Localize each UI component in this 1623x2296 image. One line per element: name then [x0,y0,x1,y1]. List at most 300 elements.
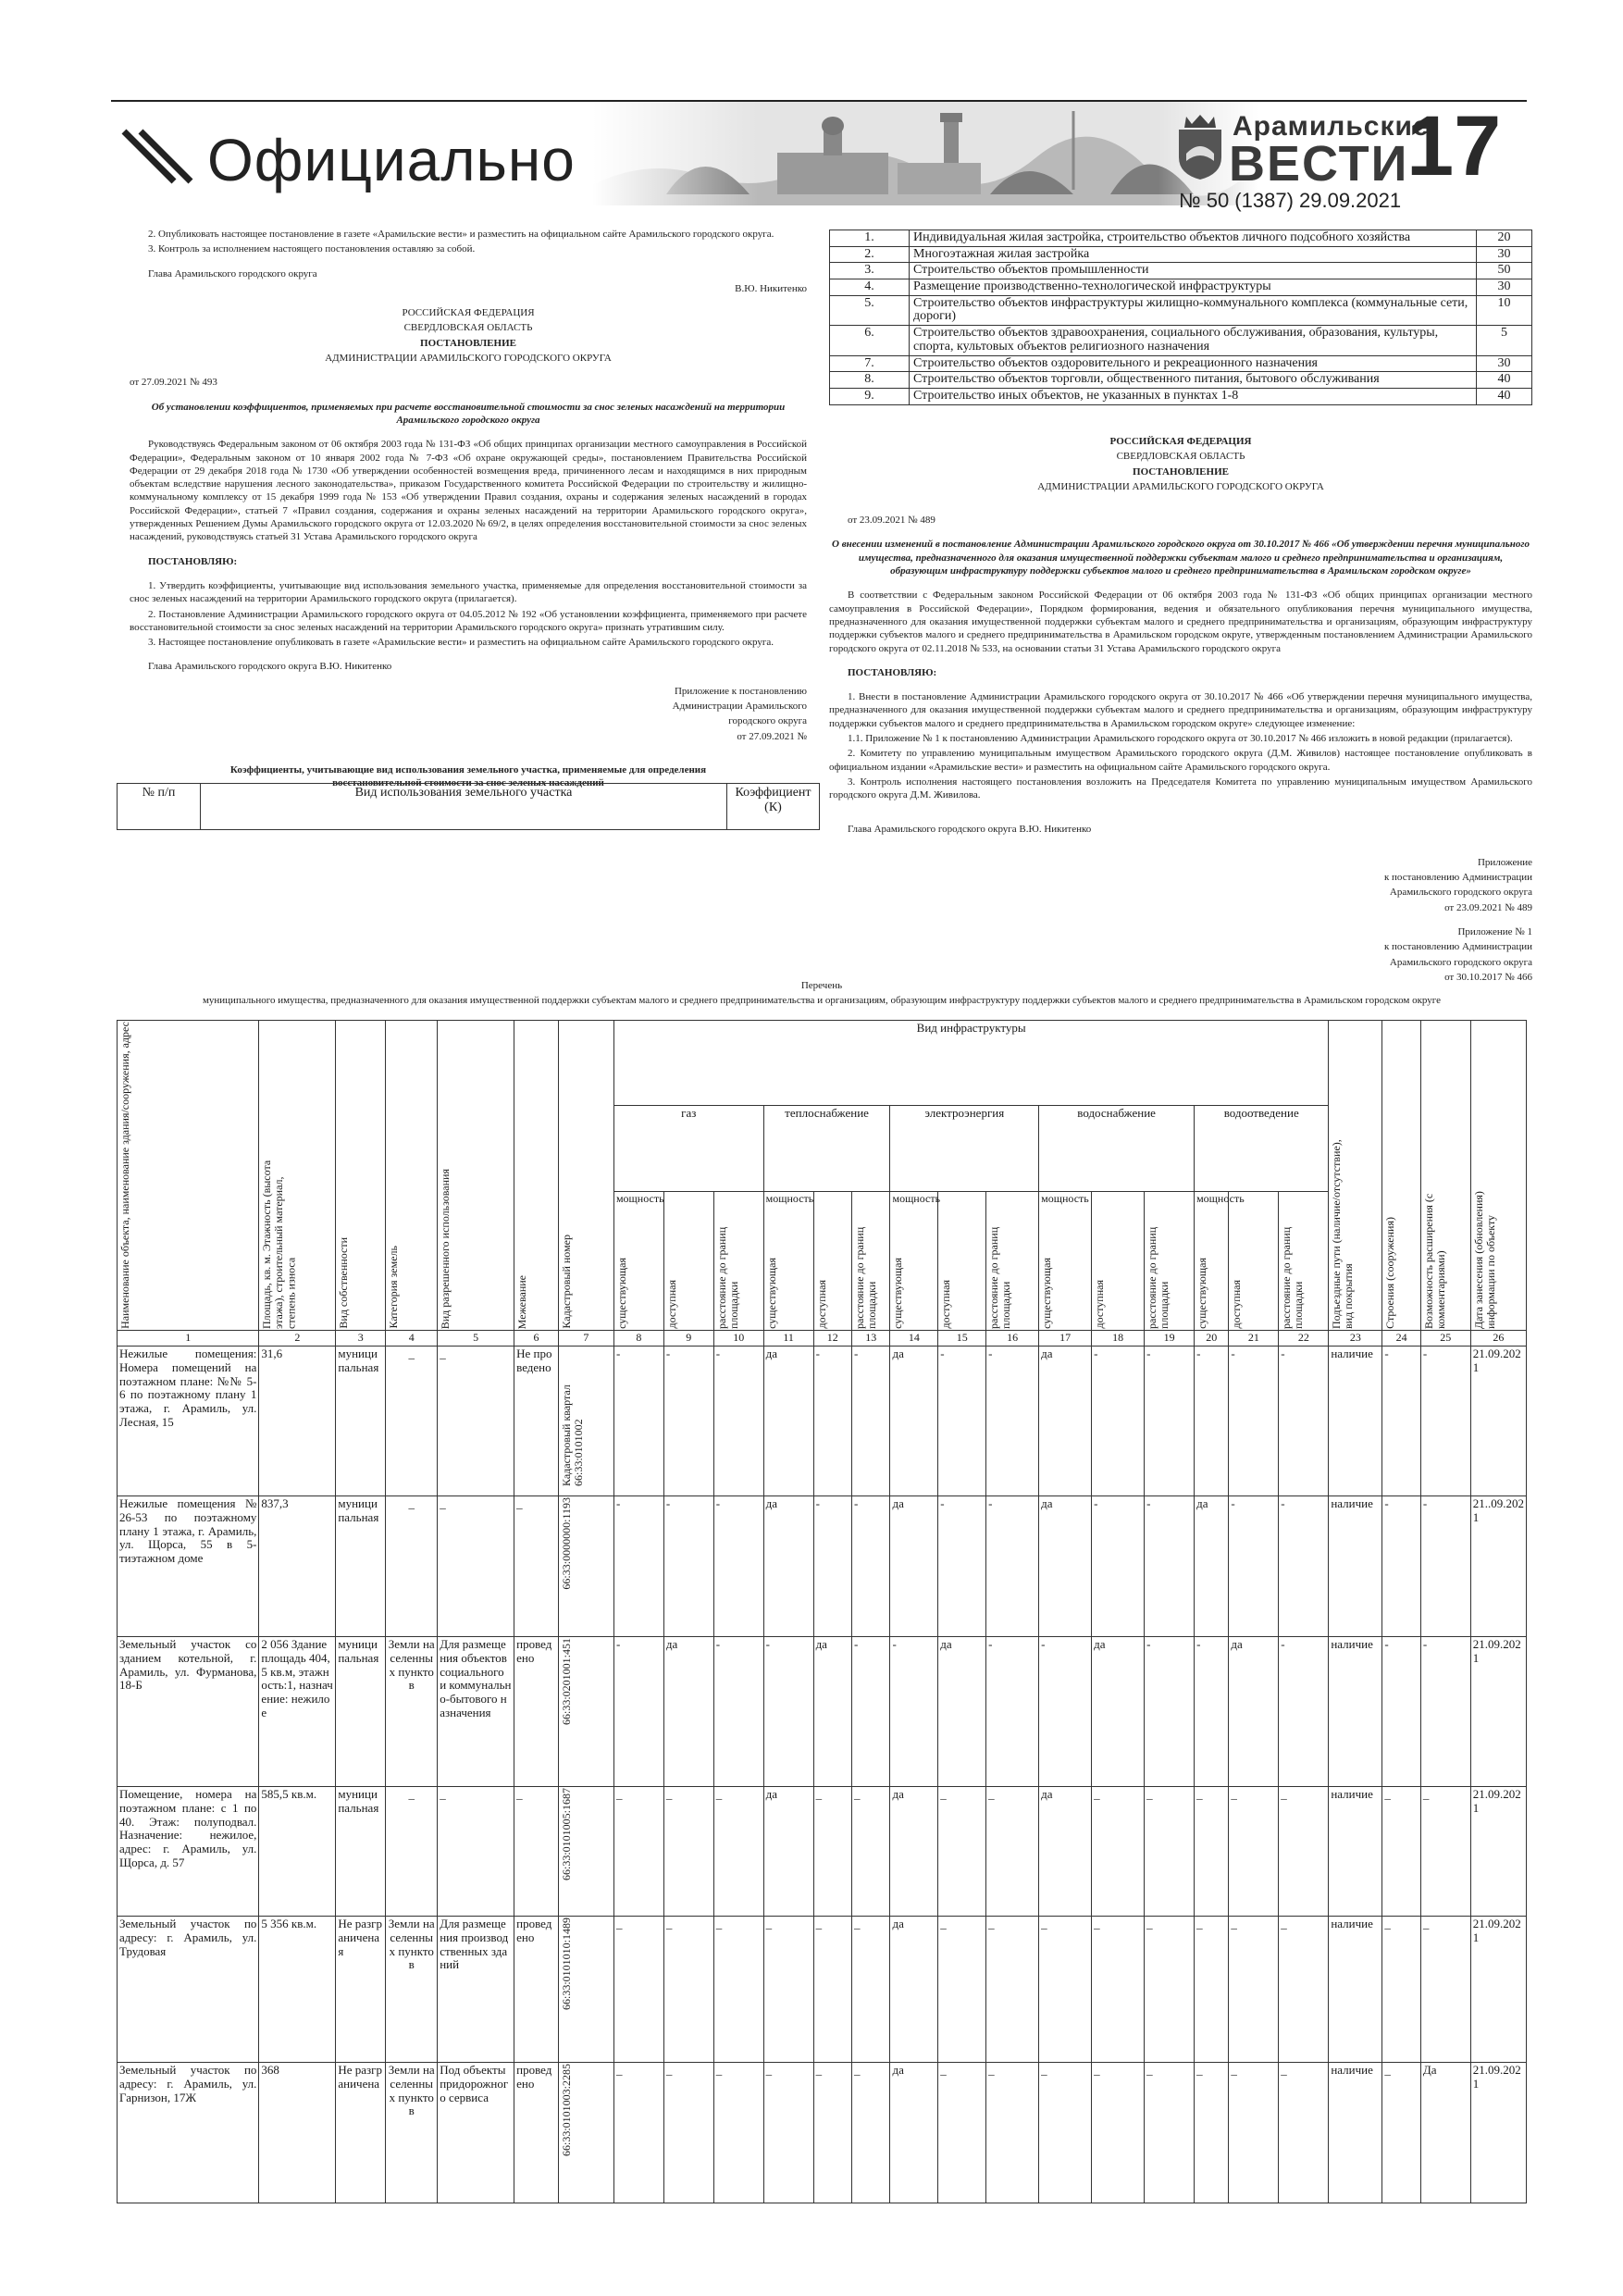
table-cell: Для размещения производственных зданий [438,1916,514,2062]
table-cell: _ [663,1786,713,1916]
table-cell: - [1229,1496,1279,1636]
table-cell: 66:33:0000000:1193 [558,1496,613,1636]
table-cell: - [1092,1496,1145,1636]
coefficients-title: Коэффициенты, учитывающие вид использования земельного участка, применяемые для определения восстановительной стоимости за снос зеленых насаждений [229,763,707,789]
clause: 3. Настоящее постановление опубликовать в газете «Арамильские вести» и разместить на официальном сайте Арамильского городского округа. [148,637,774,649]
table-cell: _ [1279,1786,1329,1916]
table-cell: 7. [830,355,910,372]
table-row [830,388,1532,404]
column-number: 15 [938,1330,986,1346]
document-title: О внесении изменений в постановление Администрации Арамильского городского округа от 30.10.2017 № 466 «Об утверждении перечня муниципального имущества, предназначенного для оказания имущественной поддержки субъектам малого и среднего предпринимательства и организациям, образующим инфраструктуру поддержки субъектов малого и среднего предпринимательства в Арамильском городском округе» [832,539,1530,577]
table-cell: муниципальная [336,1636,386,1786]
table-cell: Да [1420,2062,1470,2203]
table-cell: 20 [1477,230,1532,247]
table-cell: Не проведено [514,1346,559,1496]
table-cell: Многоэтажная жилая застройка [910,246,1477,263]
utility-header-gas: газ [613,1106,763,1191]
table-cell: муниципальная [336,1346,386,1496]
registry-title-line: Перечень [800,980,843,991]
table-cell: 6. [830,326,910,355]
power-label: мощность [765,1191,814,1205]
column-number: 17 [1039,1330,1092,1346]
column-header: доступная [663,1191,713,1330]
table-row [118,2062,1527,2203]
column-number: 3 [336,1330,386,1346]
table-cell: - [986,1636,1039,1786]
table-cell: _ [852,1916,890,2062]
clause: 1.1. Приложение № 1 к постановлению Администрации Арамильского городского округа от 30.10.2017 № 466 изложить в новой редакции (прилагается). [848,733,1513,745]
column-number: 1 [118,1330,259,1346]
table-cell: 66:33:0101005:1687 [558,1786,613,1916]
table-cell: 66:33:0101003:2285 [558,2062,613,2203]
table-cell: Земли населенных пунктов [386,1636,438,1786]
table-cell: 31,6 [259,1346,336,1496]
table-cell: - [1039,1636,1092,1786]
appendix-note: Приложение [1477,856,1532,868]
masthead [111,93,1527,222]
table-cell: - [1145,1636,1195,1786]
table-cell: наличие [1329,2062,1382,2203]
land-use-coefficients-table [829,230,1532,405]
column-header: существующая мощность [1196,1191,1245,1329]
table-cell: 40 [1477,388,1532,404]
table-cell: _ [386,1346,438,1496]
page-number: 17 [1406,99,1502,193]
table-row [118,1496,1527,1636]
table-cell: - [1420,1346,1470,1496]
table-cell: 10 [1477,295,1532,325]
column-header: № п/п [118,784,201,830]
table-cell: - [986,1496,1039,1636]
table-cell: Строительство иных объектов, не указанных в пунктах 1-8 [910,388,1477,404]
table-cell: _ [663,1916,713,2062]
power-label: мощность [1196,1191,1245,1205]
infrastructure-header: Вид инфраструктуры [613,1021,1328,1106]
table-cell: - [1195,1636,1229,1786]
table-cell: да [1092,1636,1145,1786]
table-cell: Для размещения объектов социального и коммунально-бытового назначения [438,1636,514,1786]
table-cell: Индивидуальная жилая застройка, строительство объектов личного подсобного хозяйства [910,230,1477,247]
appendix-note: Арамильского городского округа [1389,887,1532,899]
table-cell: Строительство объектов инфраструктуры жилищно-коммунального комплекса (коммунальные сети, дороги) [910,295,1477,325]
document-type-heading: ПОСТАНОВЛЕНИЕ [1133,465,1229,478]
registry-title [117,979,1527,1010]
country-heading: РОССИЙСКАЯ ФЕДЕРАЦИЯ [1109,436,1252,447]
table-cell: _ [514,1786,559,1916]
table-cell: наличие [1329,1786,1382,1916]
table-cell: да [813,1636,851,1786]
table-cell: - [713,1346,763,1496]
table-cell: - [986,1346,1039,1496]
column-number: 26 [1470,1330,1526,1346]
table-cell: _ [813,1916,851,2062]
table-cell: наличие [1329,1916,1382,2062]
table-cell: _ [1229,2062,1279,2203]
table-cell: _ [986,2062,1039,2203]
table-cell: - [1382,1346,1420,1496]
clause: 3. Контроль исполнения настоящего постановления возложить на Председателя Комитета по управлению муниципальным имуществом Арамильского городского округа Д.М. Живилова. [829,776,1532,801]
column-header: Вид собственности [336,1021,386,1331]
table-cell: _ [613,1916,663,2062]
table-cell: да [890,1496,938,1636]
table-cell: - [613,1496,663,1636]
table-cell: да [763,1346,813,1496]
column-number: 25 [1420,1330,1470,1346]
registry-title-line: муниципального имущества, предназначенного для оказания имущественной поддержки субъектам малого и среднего предпринимательства и организациям, образующим инфраструктуру поддержки субъектов малого и среднего предпринимательства в Арамильском городском округе [202,995,1442,1007]
table-cell: 21.09.2021 [1470,2062,1526,2203]
table-cell: Земельный участок со зданием котельной, г. Арамиль, ул. Фурманова, 18-Б [118,1636,259,1786]
signature-name: В.Ю. Никитенко [735,282,807,294]
table-cell: - [1279,1346,1329,1496]
table-cell: да [1039,1346,1092,1496]
table-cell: _ [1382,1916,1420,2062]
table-cell: 5. [830,295,910,325]
table-cell: 8. [830,372,910,389]
administration-heading: АДМИНИСТРАЦИИ АРАМИЛЬСКОГО ГОРОДСКОГО ОКРУГА [325,353,612,365]
table-row [830,326,1532,355]
table-cell: - [1145,1496,1195,1636]
column-header: доступная [1092,1191,1145,1330]
column-number: 14 [890,1330,938,1346]
table-cell: - [852,1346,890,1496]
column-header: существующая мощность [891,1191,941,1329]
column-header: доступная [813,1191,851,1330]
table-cell: _ [438,1346,514,1496]
table-cell: да [1039,1786,1092,1916]
table-cell: 40 [1477,372,1532,389]
table-cell: _ [1382,2062,1420,2203]
paragraph: 3. Контроль за исполнением настоящего постановления оставляю за собой. [148,243,476,255]
brand-name-main: ВЕСТИ [1229,136,1409,192]
preamble: В соответствии с Федеральным законом Российской Федерации от 06 октября 2003 года № 131-ФЗ «Об общих принципах организации местного самоуправления в Российской Федерации», Порядком формирования, ведения и обязательного опубликования перечня муниципального имущества, предназначенного для оказания имущественной поддержки субъектам малого и среднего предпринимательства и организациям, образующим инфраструктуру поддержки субъектов малого и среднего предпринимательства в Арамильском городском округе, утвержденным постановлением Администрации Арамильского городского округа от 02.11.2018 № 533, на основании статьи 31 Устава Арамильского городского округа [829,590,1532,654]
column-header: Наименование объекта, наименование здания/сооружения, адрес [118,1021,259,1331]
table-cell: 1. [830,230,910,247]
signature: Глава Арамильского городского округа В.Ю. Никитенко [848,823,1092,835]
town-photo-image [592,102,1258,205]
column-number: 6 [514,1330,559,1346]
table-row [830,279,1532,296]
table-cell: Нежилые помещения: Номера помещений на поэтажном плане: №№ 5-6 по поэтажному плану 1 этажа, г. Арамиль, ул. Лесная, 15 [118,1346,259,1496]
power-label: мощность [1041,1191,1089,1205]
paragraph: 2. Опубликовать настоящее постановление в газете «Арамильские вести» и разместить на официальном сайте Арамильского городского округа. [148,229,774,240]
table-cell: Не разграниченая [336,1916,386,2062]
table-cell: - [938,1496,986,1636]
table-cell: 30 [1477,279,1532,296]
table-cell: - [1279,1636,1329,1786]
table-cell: Земли населенных пунктов [386,2062,438,2203]
table-cell: да [938,1636,986,1786]
preamble: Руководствуясь Федеральным законом от 06 октября 2003 года № 131-ФЗ «Об общих принципах организации местного самоуправления в Российской Федерации», Федеральным законом от 10 января 2002 года № 7-ФЗ «Об охране окружающей среды», постановлением Правительства Российской Федерации от 29 декабря 2018 года № 1730 «Об утверждении особенностей возмещения вреда, причиненного лесам и находящимся в них природным объектам вследствие нарушения лесного законодательства», приказом Государственного комитета Российской Федерации по строительству и жилищно-коммунальному комплексу от 15 декабря 1999 года № 153 «Об утверждении Правил создания, охраны и содержания зеленых насаждений в городах Российской Федерации», статьей 7 «Правил создания, содержания и охраны зеленых насаждений на территории Арамильского городского округа», утвержденных Решением Думы Арамильского городского округа от 12.03.2020 № 69/2, в целях определения восстановительной стоимости за снос зеленых насаждений, руководствуясь статьей 31 Устава Арамильского городского округа [130,439,807,543]
table-cell: 368 [259,2062,336,2203]
column-header: Вид разрешенного использования [438,1021,514,1331]
appendix-note: Приложение к постановлению [674,685,807,697]
table-cell: - [852,1636,890,1786]
table-cell: да [890,1346,938,1496]
table-cell: муниципальная [336,1496,386,1636]
table-cell: 21.09.2021 [1470,1636,1526,1786]
signature: Глава Арамильского городского округа В.Ю. Никитенко [148,661,392,673]
table-cell: _ [1229,1786,1279,1916]
table-row [830,372,1532,389]
table-cell: 5 [1477,326,1532,355]
issue-info: № 50 (1387) 29.09.2021 [1179,189,1402,212]
table-cell: _ [813,2062,851,2203]
column-header: доступная [1229,1191,1279,1330]
table-cell: да [890,2062,938,2203]
signature-title: Глава Арамильского городского округа [148,267,317,279]
table-cell: - [663,1346,713,1496]
column-header: Коэффициент (К) [727,784,820,830]
table-cell: 9. [830,388,910,404]
table-cell: да [1195,1496,1229,1636]
table-row [118,1916,1527,2062]
table-cell: _ [813,1786,851,1916]
table-cell: 66:33:0101010:1489 [558,1916,613,2062]
table-cell: _ [986,1786,1039,1916]
utility-header-electricity: электроэнергия [890,1106,1039,1191]
table-cell: 21.09.2021 [1470,1346,1526,1496]
table-cell: - [1420,1636,1470,1786]
table-row [830,230,1532,247]
table-cell: 30 [1477,355,1532,372]
table-cell: _ [1039,1916,1092,2062]
column-header: Кадастровый номер [558,1021,613,1331]
table-cell: _ [763,2062,813,2203]
table-cell: - [852,1496,890,1636]
table-cell: _ [613,1786,663,1916]
column-header: Категория земель [386,1021,438,1331]
table-cell: _ [1229,1916,1279,2062]
table-row [830,355,1532,372]
column-number: 8 [613,1330,663,1346]
table-cell: _ [852,2062,890,2203]
table-cell: _ [1145,2062,1195,2203]
appendix-note: от 30.10.2017 № 466 [1444,971,1532,983]
coefficients-table-header [117,783,820,830]
column-header: Строения (сооружения) [1382,1021,1420,1331]
table-cell: _ [1039,2062,1092,2203]
column-number: 21 [1229,1330,1279,1346]
brand-name-top: Арамильские [1233,111,1430,142]
table-cell: наличие [1329,1346,1382,1496]
document-date: от 27.09.2021 № 493 [130,377,217,389]
table-cell: наличие [1329,1636,1382,1786]
table-cell: - [1229,1346,1279,1496]
clause: 1. Внести в постановление Администрации Арамильского городского округа от 30.10.2017 № 466 «Об утверждении перечня муниципального имущества, предназначенного для оказания имущественной поддержки субъектам малого и среднего предпринимательства и организациям, образующим инфраструктуру поддержки субъектов малого и среднего предпринимательства в Арамильском городском округе» следующее изменение: [829,691,1532,729]
table-cell: проведено [514,1916,559,2062]
decree-heading: ПОСТАНОВЛЯЮ: [148,555,238,567]
table-cell: да [1229,1636,1279,1786]
table-cell: наличие [1329,1496,1382,1636]
column-number: 7 [558,1330,613,1346]
table-cell: 21.09.2021 [1470,1916,1526,2062]
table-cell: _ [1420,1786,1470,1916]
appendix-note: от 23.09.2021 № 489 [1444,901,1532,913]
table-cell: _ [1092,1786,1145,1916]
slashes-icon [120,120,194,194]
utility-header-sewer: водоотведение [1195,1106,1329,1191]
table-cell: Не разграничена [336,2062,386,2203]
table-cell: _ [763,1916,813,2062]
table-cell: Помещение, номера на поэтажном плане: с 1 по 40. Этаж: полуподвал. Назначение: нежилое, адрес: г. Арамиль, ул. Щорса, д. 57 [118,1786,259,1916]
table-cell: - [763,1636,813,1786]
table-cell: _ [938,1916,986,2062]
table-cell: 2 056 Здание площадь 404,5 кв.м, этажность:1, назначение: нежилое [259,1636,336,1786]
table-cell: _ [1195,2062,1229,2203]
column-header: расстояние до границ площадки [713,1191,763,1330]
table-cell: _ [438,1786,514,1916]
table-cell: _ [713,1786,763,1916]
table-cell: _ [1145,1786,1195,1916]
table-cell: - [813,1346,851,1496]
administration-heading: АДМИНИСТРАЦИИ АРАМИЛЬСКОГО ГОРОДСКОГО ОКРУГА [1037,480,1324,492]
clause: 2. Комитету по управлению муниципальным имуществом Арамильского городского округа (Д.М. Живилов) настоящее постановление опубликовать в официальном издании «Арамильские вести» и разместить на официальном сайте Арамильского городского округа. [829,748,1532,773]
table-row [830,263,1532,279]
table-cell: _ [713,1916,763,2062]
table-cell: Кадастровый квартал 66:33:0101002 [558,1346,613,1496]
table-cell: - [713,1496,763,1636]
column-header: Подъездные пути (наличие/отсутствие), вид покрытия [1329,1021,1382,1331]
column-number: 22 [1279,1330,1329,1346]
table-cell: 5 356 кв.м. [259,1916,336,2062]
column-header: расстояние до границ площадки [852,1191,890,1330]
utility-header-heat: теплоснабжение [763,1106,890,1191]
table-cell: 21..09.2021 [1470,1496,1526,1636]
column-header: доступная [938,1191,986,1330]
table-cell: да [763,1786,813,1916]
column-number: 20 [1195,1330,1229,1346]
table-cell: Строительство объектов промышленности [910,263,1477,279]
clause: 1. Утвердить коэффициенты, учитывающие вид использования земельного участка, применяемые для определения восстановительной стоимости за снос зеленых насаждений на территории Арамильского городского округа (прилагается). [130,579,807,605]
table-cell: Строительство объектов здравоохранения, социального обслуживания, образования, культуры, спорта, культовых объектов религиозного назначения [910,326,1477,355]
table-cell: Строительство объектов торговли, общественного питания, бытового обслуживания [910,372,1477,389]
table-cell: 585,5 кв.м. [259,1786,336,1916]
column-number: 24 [1382,1330,1420,1346]
appendix-note: к постановлению Администрации [1383,872,1532,884]
table-cell: _ [1145,1916,1195,2062]
appendix-note: Администрации Арамильского [672,701,807,713]
table-cell: _ [1420,1916,1470,2062]
table-cell: _ [1279,1916,1329,2062]
table-cell: Под объекты придорожного сервиса [438,2062,514,2203]
table-cell: - [1382,1496,1420,1636]
table-cell: 30 [1477,246,1532,263]
table-cell: _ [713,2062,763,2203]
table-cell: да [1039,1496,1092,1636]
column-header: Площадь, кв. м. Этажность (высота этажа), строительный материал, степень износа [259,1021,336,1331]
municipal-property-registry-table [117,1020,1527,2203]
table-cell: _ [1195,1786,1229,1916]
table-cell: проведено [514,2062,559,2203]
table-cell: - [1382,1636,1420,1786]
table-cell: 3. [830,263,910,279]
table-cell: - [1145,1346,1195,1496]
column-header: Вид использования земельного участка [201,784,727,830]
document-title: Об установлении коэффициентов, применяемых при расчете восстановительной стоимости за снос зеленых насаждений на территории Арамильского городского округа [151,401,786,426]
table-cell: - [890,1636,938,1786]
section-title: Официально [207,127,576,193]
column-header: существующая мощность [764,1191,814,1329]
appendix-note: городского округа [728,715,807,727]
coat-of-arms-icon [1173,113,1227,180]
column-header: существующая мощность [1039,1191,1092,1330]
utility-header-water: водоснабжение [1039,1106,1195,1191]
table-cell: _ [386,1496,438,1636]
appendix-note: к постановлению Администрации [1383,941,1532,953]
table-cell: _ [613,2062,663,2203]
appendix-note: от 27.09.2021 № [737,730,807,742]
table-cell: - [1420,1496,1470,1636]
appendix-note: Арамильского городского округа [1389,956,1532,968]
table-cell: Нежилые помещения № 26-53 по поэтажному плану 1 этажа, г. Арамиль, ул. Щорса, 55 в 5-тиэтажном доме [118,1496,259,1636]
decree-heading: ПОСТАНОВЛЯЮ: [848,666,937,678]
right-column [829,435,1532,986]
table-cell: 50 [1477,263,1532,279]
table-cell: 2. [830,246,910,263]
column-number: 2 [259,1330,336,1346]
table-cell: _ [514,1496,559,1636]
column-number: 23 [1329,1330,1382,1346]
country-heading: РОССИЙСКАЯ ФЕДЕРАЦИЯ [402,307,535,319]
table-cell: _ [438,1496,514,1636]
left-column [130,228,807,792]
table-row [830,295,1532,325]
table-cell: - [1195,1346,1229,1496]
table-cell: Размещение производственно-технологической инфраструктуры [910,279,1477,296]
table-cell: _ [1092,2062,1145,2203]
region-heading: СВЕРДЛОВСКАЯ ОБЛАСТЬ [403,322,533,334]
table-cell: _ [663,2062,713,2203]
table-cell: 66:33:0201001:451 [558,1636,613,1786]
table-cell: Земли населенных пунктов [386,1916,438,2062]
column-number: 18 [1092,1330,1145,1346]
table-row [118,1346,1527,1496]
column-header: Возможность расширения (с комментариями) [1420,1021,1470,1331]
power-label: мощность [615,1191,664,1205]
column-header: расстояние до границ площадки [1145,1191,1195,1330]
column-number: 9 [663,1330,713,1346]
table-cell: да [663,1636,713,1786]
table-cell: - [1092,1346,1145,1496]
table-cell: - [613,1346,663,1496]
table-cell: Земельный участок по адресу: г. Арамиль, ул. Гарнизон, 17Ж [118,2062,259,2203]
table-cell: _ [938,2062,986,2203]
table-cell: _ [1279,2062,1329,2203]
table-cell: 21.09.2021 [1470,1786,1526,1916]
table-cell: 837,3 [259,1496,336,1636]
table-row [830,246,1532,263]
column-number: 4 [386,1330,438,1346]
column-header: существующая мощность [614,1191,664,1329]
table-row [118,1786,1527,1916]
document-date: от 23.09.2021 № 489 [848,515,935,527]
table-cell: да [763,1496,813,1636]
table-cell: 4. [830,279,910,296]
appendix-note: Приложение № 1 [1457,926,1532,938]
table-cell: - [813,1496,851,1636]
column-number: 13 [852,1330,890,1346]
table-cell: муниципальная [336,1786,386,1916]
clause: 2. Постановление Администрации Арамильского городского округа от 04.05.2012 № 192 «Об установлении коэффициента, применяемого при расчете восстановительной стоимости за снос зеленых насаждений на территории Арамильского городского округа» признать утратившим силу. [130,608,807,633]
table-cell: да [890,1786,938,1916]
table-cell: _ [938,1786,986,1916]
table-cell: _ [852,1786,890,1916]
table-cell: - [938,1346,986,1496]
column-number: 12 [813,1330,851,1346]
column-header: расстояние до границ площадки [1279,1191,1329,1330]
column-number: 19 [1145,1330,1195,1346]
power-label: мощность [892,1191,941,1205]
